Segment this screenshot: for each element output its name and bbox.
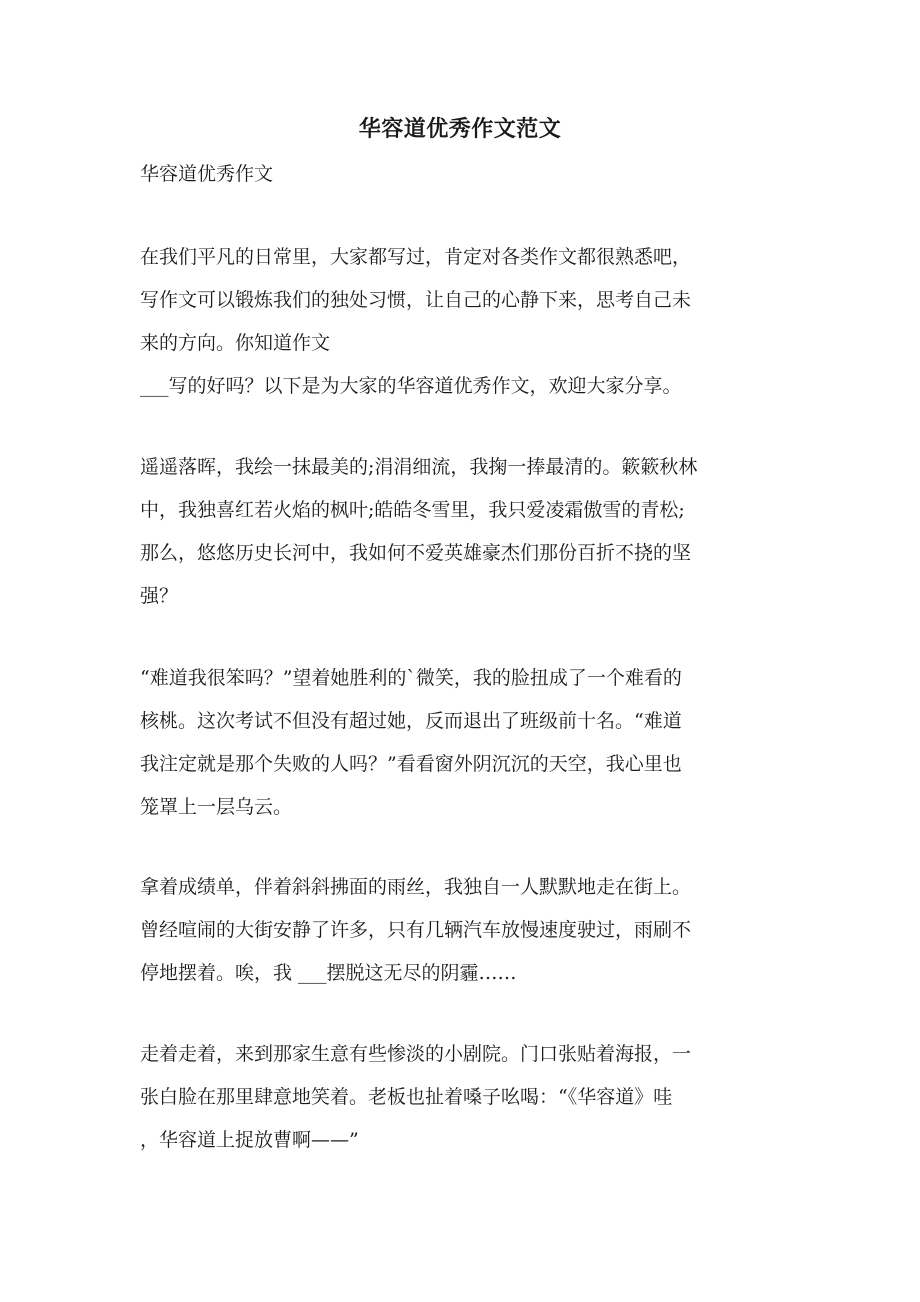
paragraph-4 [140, 866, 785, 995]
paragraph-line: 在我们平凡的日常里，大家都写过，肯定对各类作文都很熟悉吧， [140, 246, 692, 268]
paragraph-line: 强？ [140, 585, 179, 607]
paragraph-1 [140, 236, 785, 408]
paragraph-line: 来的方向。你知道作文 [140, 332, 331, 354]
paragraph-line: 张白脸在那里肆意地笑着。老板也扯着嗓子吆喝：“《华容道》哇 [140, 1086, 673, 1108]
paragraph-line: 停地摆着。唉，我 ___摆脱这无尽的阴霾…… [140, 962, 517, 984]
paragraph-line: 遥遥落晖，我绘一抹最美的;涓涓细流，我掬一捧最清的。簌簌秋林 [140, 456, 698, 478]
paragraph-line: 写作文可以锻炼我们的独处习惯，让自己的心静下来，思考自己未 [140, 289, 692, 311]
paragraph-line: 中，我独喜红若火焰的枫叶;皓皓冬雪里，我只爱凌霜傲雪的青松; [140, 499, 685, 521]
paragraph-line: 走着走着，来到那家生意有些惨淡的小剧院。门口张贴着海报，一 [140, 1043, 692, 1065]
paragraph-line: 我注定就是那个失败的人吗？”看看窗外阴沉沉的天空，我心里也 [140, 753, 682, 775]
paragraph-line: 那么，悠悠历史长河中，我如何不爱英雄豪杰们那份百折不挠的坚 [140, 542, 692, 564]
paragraph-line: “难道我很笨吗？”望着她胜利的`微笑，我的脸扭成了一个难看的 [140, 667, 682, 689]
paragraph-line: ，华容道上捉放曹啊——” [140, 1129, 359, 1151]
paragraph-line: 笼罩上一层乌云。 [140, 796, 293, 818]
document-title: 华容道优秀作文范文 [358, 116, 562, 142]
document-subtitle: 华容道优秀作文 [140, 163, 274, 185]
paragraph-3 [140, 657, 785, 829]
paragraph-line: 拿着成绩单，伴着斜斜拂面的雨丝，我独自一人默默地走在街上。 [140, 876, 692, 898]
paragraph-5 [140, 1033, 785, 1162]
paragraph-line: 曾经喧闹的大街安静了许多，只有几辆汽车放慢速度驶过，雨刷不 [140, 919, 692, 941]
paragraph-line: ___写的好吗？以下是为大家的华容道优秀作文，欢迎大家分享。 [140, 375, 682, 397]
paragraph-line: 核桃。这次考试不但没有超过她，反而退出了班级前十名。“难道 [140, 710, 682, 732]
paragraph-2 [140, 446, 785, 618]
